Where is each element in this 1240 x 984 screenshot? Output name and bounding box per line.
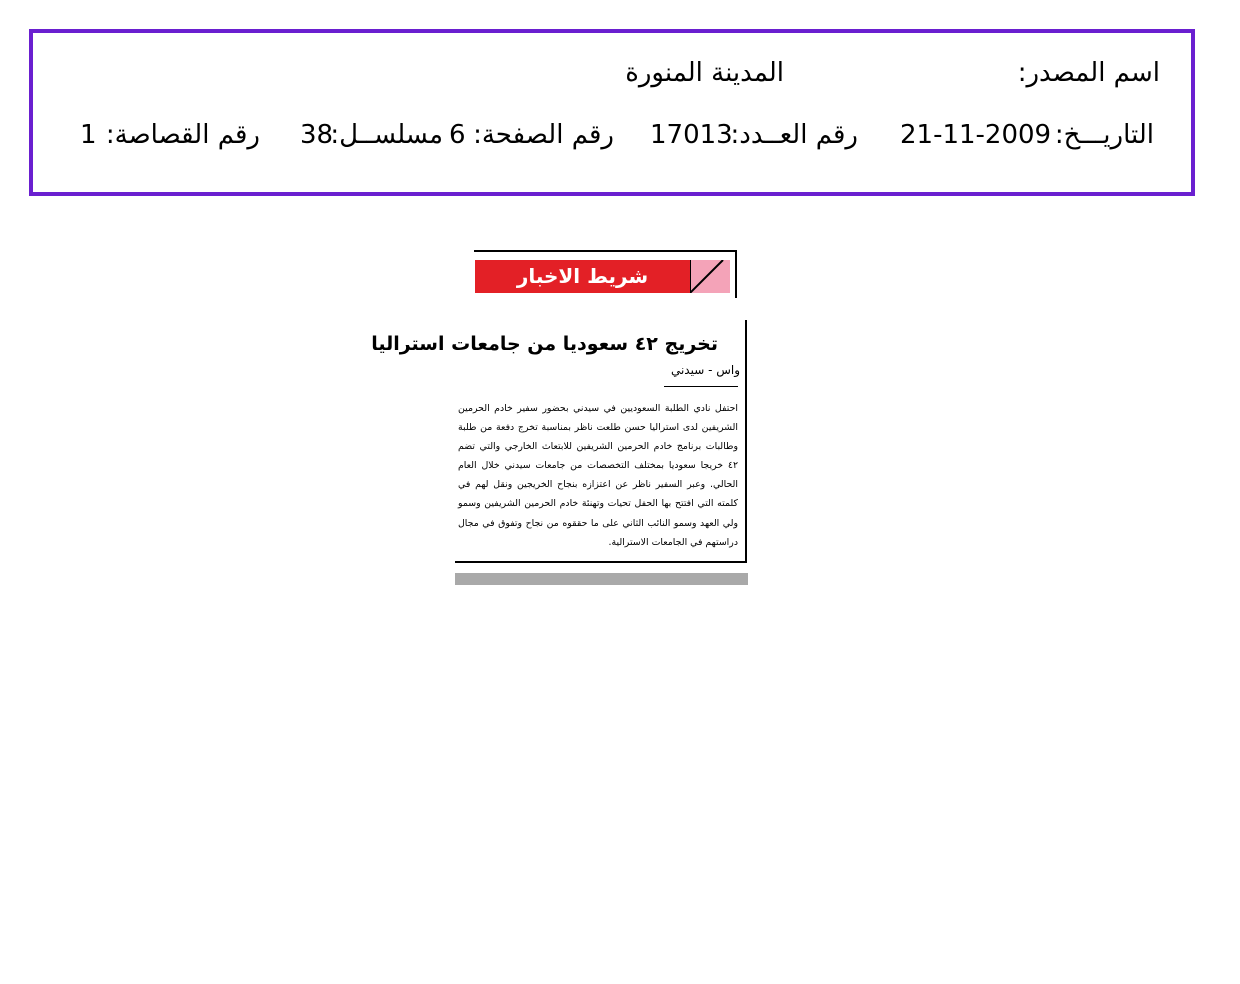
source-label: اسم المصدر: [1017,58,1160,88]
clip-label: رقم القصاصة: [105,120,260,150]
banner-title: شريط الاخبار [516,264,649,288]
date-value: 21-11-2009 [900,120,1052,150]
issue-label: رقم العــدد: [730,120,858,150]
article-body: احتفل نادي الطلبة السعوديين في سيدني بحضور سفير خادم الحرمين الشريفين لدى استراليا حسن طلعت ناظر بمناسبة تخرج دفعة من طلبة وطالبات برنامج خادم الحرمين الشريفين للابتعاث الخارجي والتي تضم ٤٢ خريجا سعوديا بمختلف التخصصات من جامعات سيدني خلال العام الحالي. وعبر السفير ناظر عن اعتزازه بنجاح الخريجين ونقل لهم في كلمته التي افتتح بها الحفل تحيات وتهنئة خادم الحرمين الشريفين وسمو ولي العهد وسمو النائب الثاني على ما حققوه من نجاح وتفوق في مجال دراستهم في الجامعات الاسترالية. [458,403,738,548]
serial-label: مسلســل: [330,120,443,150]
byline-underline [664,386,738,387]
clipping-metadata-frame [29,29,1195,196]
banner-corner-icon [690,260,730,293]
page-value: 6 [449,120,466,150]
article-headline: تخريج ٤٢ سعوديا من جامعات استراليا [371,333,718,355]
clip-value: 1 [80,120,97,150]
article-byline: واس - سيدني [670,363,740,377]
date-label: التاريـــخ: [1054,120,1154,150]
footer-gray-bar [455,573,748,585]
serial-value: 38 [300,120,334,150]
source-value: المدينة المنورة [625,58,784,88]
page-label: رقم الصفحة: [473,120,614,150]
issue-value: 17013 [650,120,733,150]
